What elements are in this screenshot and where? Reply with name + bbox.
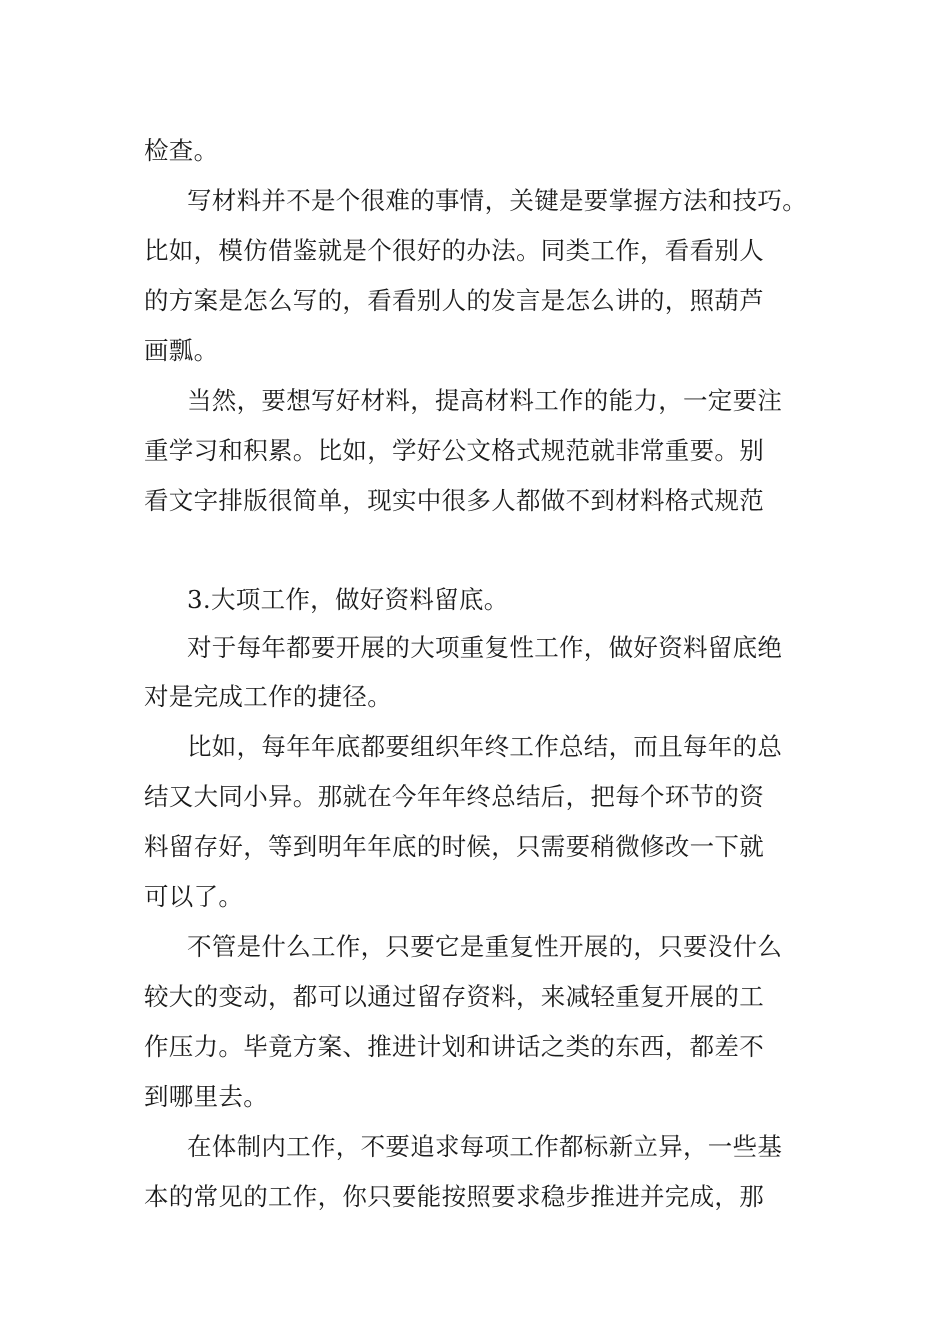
text-line: 重学习和积累。比如，学好公文格式规范就非常重要。别 bbox=[144, 436, 764, 465]
text-line: 较大的变动，都可以通过留存资料，来减轻重复开展的工 bbox=[144, 982, 764, 1011]
paragraph-first-line: 对于每年都要开展的大项重复性工作，做好资料留底绝 bbox=[187, 633, 783, 662]
paragraph-first-line: 不管是什么工作，只要它是重复性开展的，只要没什么 bbox=[187, 932, 783, 961]
text-line: 的方案是怎么写的，看看别人的发言是怎么讲的，照葫芦 bbox=[144, 286, 764, 315]
paragraph-first-line: 写材料并不是个很难的事情，关键是要掌握方法和技巧。 bbox=[187, 186, 807, 215]
text-line: 比如，模仿借鉴就是个很好的办法。同类工作，看看别人 bbox=[144, 236, 764, 265]
text-line: 看文字排版很简单，现实中很多人都做不到材料格式规范 bbox=[144, 486, 764, 515]
text-line: 对是完成工作的捷径。 bbox=[144, 682, 392, 711]
text-line: 到哪里去。 bbox=[144, 1082, 268, 1111]
paragraph-first-line: 在体制内工作，不要追求每项工作都标新立异，一些基 bbox=[187, 1132, 783, 1161]
text-line: 作压力。毕竟方案、推进计划和讲话之类的东西，都差不 bbox=[144, 1032, 764, 1061]
text-line: 本的常见的工作，你只要能按照要求稳步推进并完成，那 bbox=[144, 1182, 764, 1211]
text-line: 检查。 bbox=[144, 136, 219, 165]
text-line: 结又大同小异。那就在今年年终总结后，把每个环节的资 bbox=[144, 782, 764, 811]
text-line: 可以了。 bbox=[144, 882, 244, 911]
text-line: 画瓢。 bbox=[144, 336, 219, 365]
paragraph-first-line: 当然，要想写好材料，提高材料工作的能力，一定要注 bbox=[187, 386, 783, 415]
text-line: 料留存好，等到明年年底的时候，只需要稍微修改一下就 bbox=[144, 832, 764, 861]
section-heading: 3.大项工作，做好资料留底。 bbox=[187, 585, 509, 614]
paragraph-first-line: 比如，每年年底都要组织年终工作总结，而且每年的总 bbox=[187, 732, 783, 761]
